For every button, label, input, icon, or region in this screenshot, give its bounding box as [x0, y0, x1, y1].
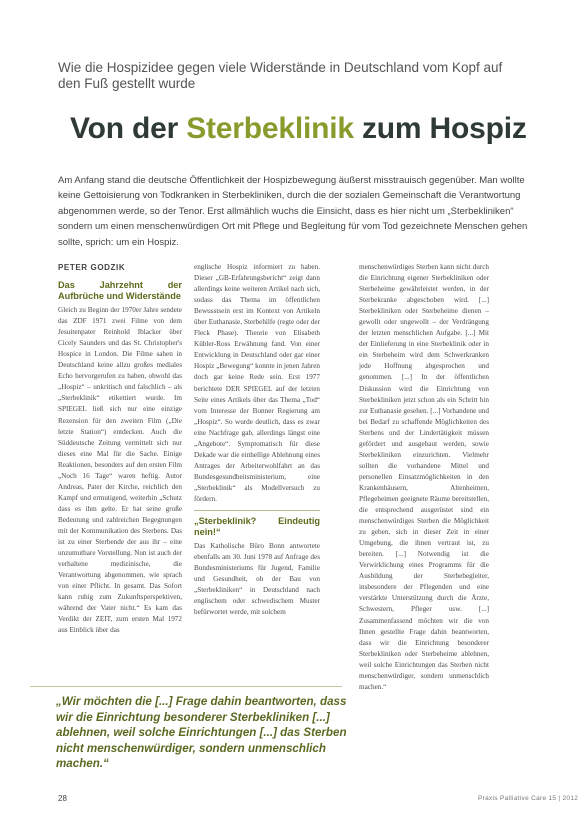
- body-text-column-3: menschenwürdiges Sterben kann nicht durch die Einrichtung eigener Sterbekliniken oder Sterbeheime gewährleistet werden, in der Sterbekranke abgeschoben wird. [...] Sterbekliniken oder Sterbeheime dienen – gewollt oder ungewollt – der Verdrängung der letzten menschlichen Aufgabe. [...] Mit der Einlieferung in eine Sterbeklinik oder in ein Sterbeheim wird dem Schwerkranken jede Hoffnung abgesprochen und genommen. [...] In der öffentlichen Diskussion wird die Einrichtung von Sterbekliniken jetzt schon als ein Schritt hin zur Euthanasie gesehen. [...] Vorhandene und bei Bedarf zu schaffende Möglichkeiten des Sterbens und der Lindertätigkeit müssen gefördert und ausgebaut werden, sowie Sterbekliniken einzurichten. Vielmehr sollten die vorhandene Mittel und personellen Einsatzmöglichkeiten in den Krankenhäusern, Altenheimen, Pflegeheimen geeignete Räume bereitstellen, die entsprechend ausgerüstet sind ein menschenwürdiges Sterben die Möglichkeit zu geben, sich in dieser Zeit in einer Umgebung, die ihnen vertraut ist, zu bereiten. [...] Notwendig ist die Verwirklichung eines Programms für die Ausbildung der Sterbebegleiter, insbesondere der Pflegenden und eine verstärkte Unterstützung durch die Ärzte, Schwestern, Pfleger usw. [...] Zusammenfassend möchten wir die von Ihnen gestellte Frage dahin beantworten, dass wir die Einrichtung besonderer Sterbekliniken oder Sterbeheime ablehnen, weil solche Einrichtungen das Sterben nicht menschenwürdiger, sondern unmenschlich machen.“: [359, 263, 489, 691]
- page-number: 28: [58, 794, 67, 803]
- body-text-column-2: englische Hospiz informiert zu haben. Dieser „GB-Erfahrungsbericht“ zeigt dann allerdings keine weiteren Artikel nach sich, sodass das Thema im öffentlichen Bewusstsein erst im Kontext von Artikeln über Euthanasie, Sterbehilfe (regte oder der Fleck Phase). Theorie von Elisabeth Kübler-Ross Erwähnung fand. Von einer Entwicklung in Deutschland oder gar einer Hospiz „Bewegung“ konnte in jenen Jahren doch gar keine Rede sein. Erst 1977 berichtete DER SPIEGEL auf der letzten Seite eines Artikels über das Thema „Tod“ vom Interesse der Bonner Regierung am „Hospiz“. So wurde deutlich, dass es zwar eine Nachfrage gab, allerdings längst eine „Angebote“. Symptomatisch für diese Dekade war die einhellige Ablehnung eines Antrages der Arbeiterwohlfahrt an das Bundesgesundheitsministerium, eine „Sterbeklinik“ als Modellversuch zu fördern.: [194, 263, 320, 503]
- pull-quote-divider: [30, 686, 342, 687]
- pull-quote: [40, 694, 352, 772]
- text-column-2: [194, 262, 320, 618]
- body-text-column-1: Gleich zu Beginn der 1970er Jahre sendete das ZDF 1971 zwei Filme von dem Jesuitenpater Reinhold Iblacker über Cicely Saunders und das St. Christopher's Hospice in London. Die Filme sahen in Deutschland keine allzu großes mediales Echo hervorgerufen zu haben, obwohl das „Hospiz“ – unkritisch und falschlich – als „Sterbeklinik“ etikettiert wurde. Im SPIEGEL ließ sich nur eine einzige Rezension für den zweiten Film („Die letzte Station“) entdecken. Auch die Süddeutsche Zeitung vermittelt sich nur dieses eine Mal für die Sache. Einige Reaktionen, besonders auf den ersten Film „Noch 16 Tage“ waren heftig. Autor Andreas, Pater der Kirche, reichlich den Kampf und ermutigend, weiterhin „Schutz dass es ihm gelte. Er hat seine große Bedeutung und zahlreichen Begegnungen mit der Kommunikation des Sterbens. Das ist zu einer Sterbende der aus ihr – eine unzumutbare Vorstellung. Nun ist auch der verhaltene medizinische, die Verantwortung abgenommen, wie sprach von einer Pflicht. In gesamt. Das Sofort kann ruhig zum Zukunftsperspektiven, während der Vater nicht.“ Es kam das Verdikt der ZEIT, zum ersten Mal 1972 aus Einblick über das: [58, 306, 182, 635]
- headline-part-1: Von der: [70, 112, 187, 145]
- pull-quote-text: „Wir möchten die [...] Frage dahin beantworten, dass wir die Einrichtung besonderer Sterbekliniken [...] ablehnen, weil solche Einrichtungen [...] das Sterben nicht menschenwürdiger, sondern unmenschlich machen.“: [56, 695, 347, 770]
- headline-part-2: zum Hospiz: [353, 112, 527, 145]
- headline-accent: Sterbeklinik: [186, 112, 354, 145]
- section-heading-1: Das Jahrzehnt der Aufbrüche und Widerstände: [58, 280, 182, 302]
- body-text-column-2b: Das Katholische Büro Bonn antwortete ebenfalls am 30. Juni 1978 auf Anfrage des Bundesministeriums für Jugend, Familie und Gesundheit, ob der Bau von „Sterbekliniken“ in Deutschland nach englischem oder schwedischem Muster befürwortet werde, mit solchem: [194, 542, 320, 617]
- publication-footer: Praxis Palliative Care 15 | 2012: [478, 795, 579, 802]
- author-byline: PETER GODZIK: [58, 263, 126, 272]
- article-headline: [70, 112, 550, 146]
- article-kicker: Wie die Hospizidee gegen viele Widerstände in Deutschland vom Kopf auf den Fuß gestellt wurde: [58, 60, 503, 91]
- article-intro: Am Anfang stand die deutsche Öffentlichkeit der Hospizbewegung äußerst misstrauisch gegenüber. Man wollte keine Gettoisierung von Todkranken in Sterbekliniken, durch die der sozialen Gemeinschaft die Verantwortung abgenommen werde, so der Tenor. Erst allmählich wuchs die Einsicht, dass es hier nicht um „Sterbekliniken“ sondern um einen menschenwürdigen Ort mit Pflege und Begleitung für vom Tod gezeichnete Menschen gehen sollte, sprich: um ein Hospiz.: [58, 175, 528, 248]
- section-heading-2: „Sterbeklinik? Eindeutig nein!“: [194, 510, 320, 538]
- text-column-3: [359, 262, 489, 693]
- text-column-1: [58, 262, 182, 636]
